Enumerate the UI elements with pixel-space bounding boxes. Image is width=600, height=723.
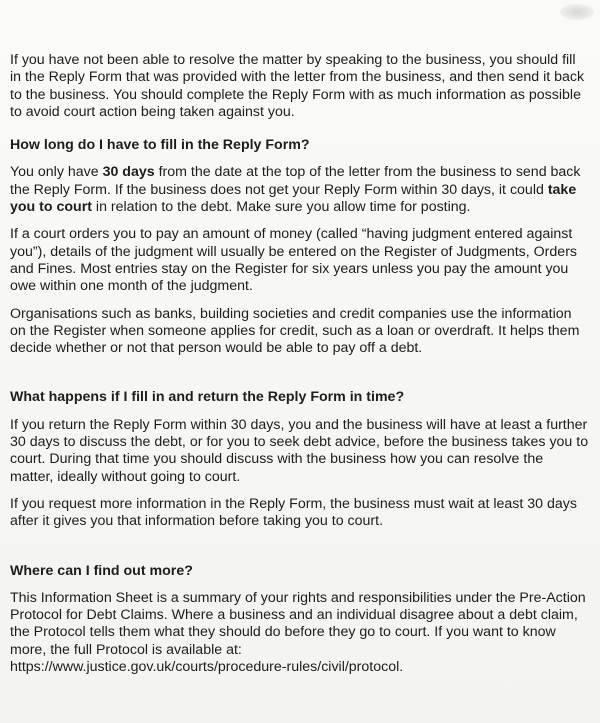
document-body bbox=[10, 52, 590, 686]
protocol-url: https://www.justice.gov.uk/courts/procedure-rules/civil/protocol. bbox=[10, 659, 404, 676]
section-find-out-more-paragraph: This Information Sheet is a summary of your rights and responsibilities under the Pre-Action Protocol for Debt Claims. Where a business and an individual disagree about a debt claim, the Protocol tells them what they should do before they go to court. If you want to know more, the full Protocol is available at: https://www.justice.gov.uk/courts/procedure-rules/civil/protocol. bbox=[10, 589, 586, 676]
section-heading-how-long: How long do I have to fill in the Reply Form? bbox=[10, 137, 310, 154]
section-how-long-paragraph-3: Organisations such as banks, building societies and credit companies use the information on the Register when someone applies for credit, such as a loan or overdraft. It helps them decide whether or not that person would be able to pay off a debt. bbox=[10, 305, 580, 357]
section-what-happens-paragraph-2: If you request more information in the Reply Form, the business must wait at least 30 days after it gives you that information before taking you to court. bbox=[10, 495, 577, 530]
section-how-long-paragraph-1: You only have 30 days from the date at the top of the letter from the business to send back the Reply Form. If the business does not get your Reply Form within 30 days, it could take you to court in relation to the debt. Make sure you allow time for posting. bbox=[10, 164, 581, 216]
paper-smudge bbox=[560, 4, 594, 20]
section-what-happens-paragraph-1: If you return the Reply Form within 30 days, you and the business will have at least a further 30 days to discuss the debt, or for you to seek debt advice, before the business takes you to court. During that time you should discuss with the business how you can resolve the matter, ideally without going to court. bbox=[10, 416, 589, 485]
section-how-long-paragraph-2: If a court orders you to pay an amount of money (called “having judgment entered against you”), details of the judgment will usually be entered on the Register of Judgments, Orders and Fines. Most entries stay on the Register for six years unless you pay the amount you owe within one month of the judgment. bbox=[10, 226, 578, 295]
section-heading-what-happens: What happens if I fill in and return the Reply Form in time? bbox=[10, 389, 405, 406]
section-heading-find-out-more: Where can I find out more? bbox=[10, 562, 193, 579]
intro-paragraph: If you have not been able to resolve the matter by speaking to the business, you should fill in the Reply Form that was provided with the letter from the business, and then send it back to the business. You should complete the Reply Form with as much information as possible to avoid court action being taken against you. bbox=[10, 52, 585, 120]
